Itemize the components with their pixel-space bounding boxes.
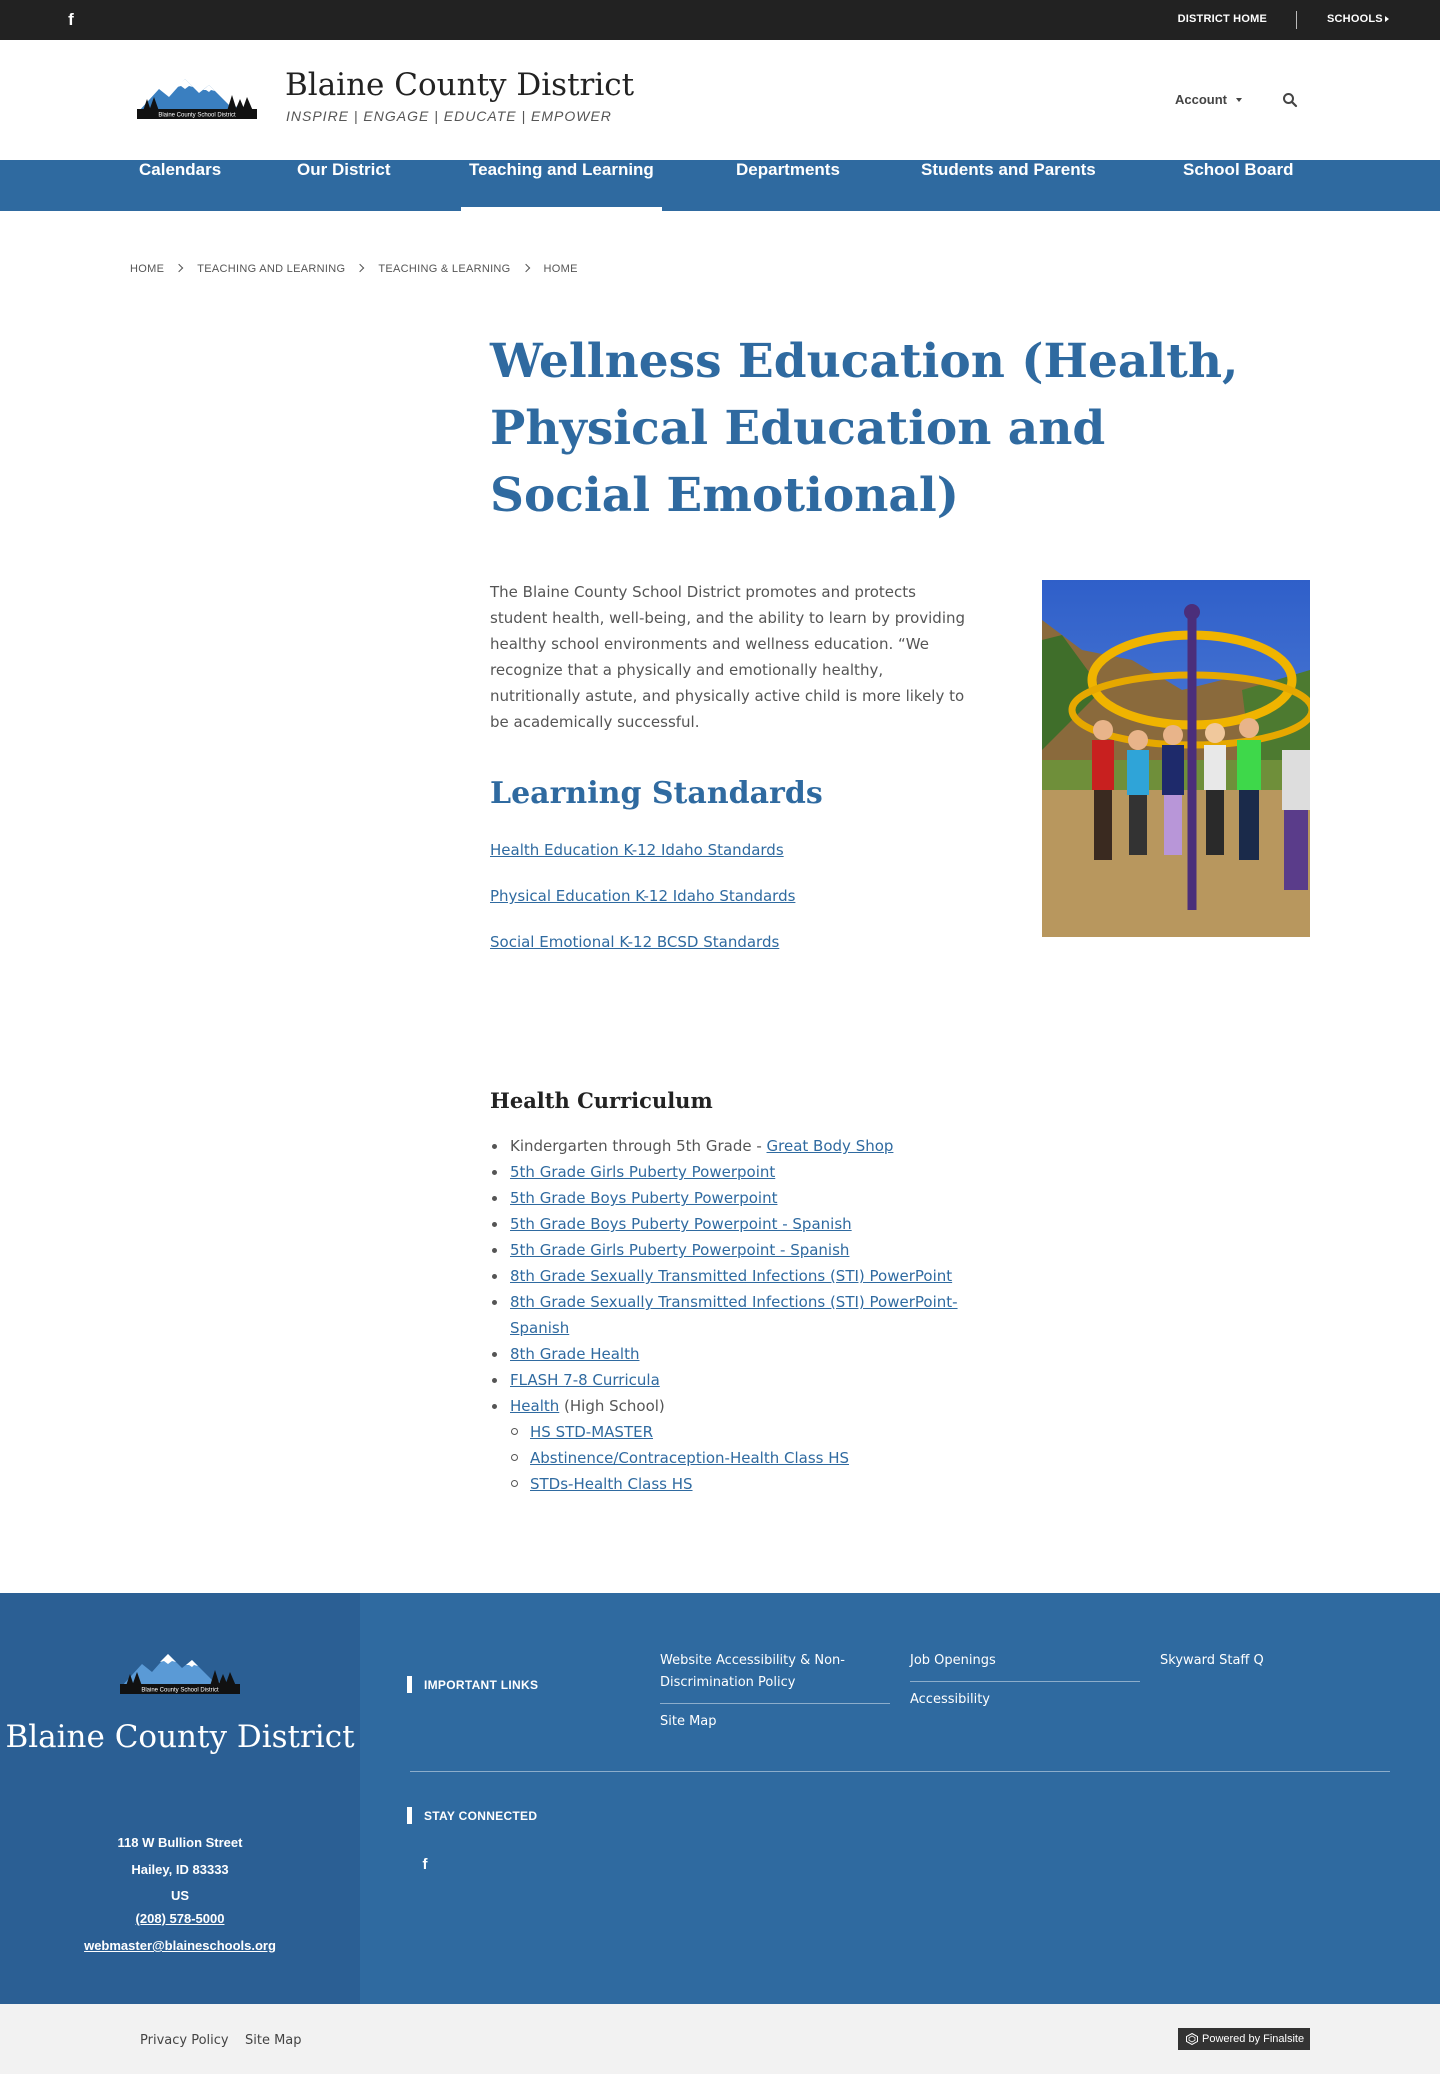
curriculum-link[interactable]: Abstinence/Contraception-Health Class HS <box>530 1449 850 1467</box>
health-curriculum-list <box>490 1133 1010 1497</box>
footer-link-site-map[interactable]: Site Map <box>660 1714 717 1729</box>
intro-paragraph: The Blaine County School District promotes and protects student health, well-being, and the ability to learn by providing healthy school environments and wellness education. “We recognize that a physically and emotionally healthy, nutritionally astute, and physically active child is more likely to be academically successful. <box>490 583 966 731</box>
list-item <box>490 1341 1010 1367</box>
hs-suffix: (High School) <box>559 1397 665 1415</box>
schools-menu[interactable]: SCHOOLS <box>1327 13 1383 25</box>
list-item <box>490 1263 1010 1289</box>
caret-down-icon <box>1236 98 1242 102</box>
social-emotional-standards-link[interactable]: Social Emotional K-12 BCSD Standards <box>490 933 780 951</box>
breadcrumb-home[interactable]: HOME <box>130 263 165 275</box>
k5-prefix: Kindergarten through 5th Grade - <box>510 1137 767 1155</box>
chevron-right-icon <box>521 264 529 272</box>
search-icon[interactable] <box>1282 92 1298 108</box>
site-tagline: INSPIRE | ENGAGE | EDUCATE | EMPOWER <box>286 108 612 124</box>
nav-item-teaching-and-learning[interactable]: Teaching and Learning <box>469 160 654 211</box>
nav-item-our-district[interactable]: Our District <box>297 160 391 179</box>
footer-divider <box>410 1771 1390 1772</box>
powered-by-text: Powered by Finalsite <box>1202 2033 1305 2045</box>
pe-standards-link[interactable]: Physical Education K-12 Idaho Standards <box>490 887 796 905</box>
hs-sublist <box>510 1419 1010 1497</box>
curriculum-link[interactable]: STDs-Health Class HS <box>530 1475 693 1493</box>
breadcrumb-teaching-and-learning[interactable]: TEACHING AND LEARNING <box>197 263 346 275</box>
curriculum-link[interactable]: 8th Grade Sexually Transmitted Infections (STI) PowerPoint-Spanish <box>510 1293 958 1337</box>
health-curriculum-heading: Health Curriculum <box>490 1088 713 1113</box>
list-item <box>490 1393 1010 1497</box>
site-map-link[interactable]: Site Map <box>245 2033 302 2048</box>
list-item <box>490 1237 1010 1263</box>
chevron-right-icon <box>175 264 183 272</box>
curriculum-link[interactable]: 5th Grade Girls Puberty Powerpoint - Spanish <box>510 1241 850 1259</box>
site-footer <box>0 1593 1440 2004</box>
important-links-label: IMPORTANT LINKS <box>407 1678 538 1692</box>
district-logo[interactable] <box>137 75 257 121</box>
phone-link[interactable]: (208) 578-5000 <box>135 1911 225 1926</box>
nav-item-students-and-parents[interactable]: Students and Parents <box>921 160 1096 179</box>
learning-standards-heading: Learning Standards <box>490 776 823 811</box>
footer-logo-text: Blaine County School District <box>141 1687 219 1694</box>
great-body-shop-link[interactable]: Great Body Shop <box>766 1137 894 1155</box>
utility-divider <box>1296 11 1297 29</box>
nav-item-departments[interactable]: Departments <box>736 160 840 179</box>
divider <box>660 1703 890 1704</box>
footer-logo[interactable] <box>120 1650 240 1696</box>
account-menu[interactable]: Account <box>1175 92 1227 107</box>
health-standards-link[interactable]: Health Education K-12 Idaho Standards <box>490 841 784 859</box>
site-title[interactable]: Blaine County District <box>285 67 635 103</box>
finalsite-icon <box>1186 2033 1198 2045</box>
footer-title: Blaine County District <box>5 1719 355 1755</box>
facebook-icon[interactable]: f <box>68 10 74 29</box>
breadcrumb-current: HOME <box>543 263 578 275</box>
list-item <box>490 1367 1010 1393</box>
curriculum-link[interactable]: 5th Grade Boys Puberty Powerpoint - Spanish <box>510 1215 852 1233</box>
breadcrumb-teaching-learning[interactable]: TEACHING & LEARNING <box>378 263 511 275</box>
list-item <box>490 1211 1010 1237</box>
address-street: 118 W Bullion Street <box>117 1835 243 1850</box>
breadcrumb <box>130 263 578 275</box>
powered-by-finalsite-badge[interactable] <box>1178 2028 1310 2050</box>
footer-link-skyward[interactable]: Skyward Staff Q <box>1160 1653 1264 1668</box>
list-item <box>510 1471 1010 1497</box>
caret-right-icon <box>1385 16 1389 22</box>
facebook-icon[interactable]: f <box>422 1856 428 1873</box>
list-item <box>490 1159 1010 1185</box>
email-link[interactable]: webmaster@blaineschools.org <box>84 1938 276 1953</box>
list-item <box>510 1445 1010 1471</box>
footer-link-job-openings[interactable]: Job Openings <box>910 1653 996 1668</box>
curriculum-link[interactable]: 8th Grade Health <box>510 1345 640 1363</box>
playground-photo <box>1042 580 1310 937</box>
footer-link-accessibility[interactable]: Accessibility <box>910 1692 990 1707</box>
hs-health-link[interactable]: Health <box>510 1397 560 1415</box>
curriculum-link[interactable]: HS STD-MASTER <box>530 1423 654 1441</box>
curriculum-link[interactable]: 5th Grade Boys Puberty Powerpoint <box>510 1189 778 1207</box>
list-item <box>490 1185 1010 1211</box>
footer-contact <box>0 1593 360 2004</box>
curriculum-link[interactable]: FLASH 7-8 Curricula <box>510 1371 660 1389</box>
bottom-bar <box>0 2004 1440 2074</box>
divider <box>910 1681 1140 1682</box>
list-item <box>490 1133 1010 1159</box>
nav-item-school-board[interactable]: School Board <box>1183 160 1294 179</box>
stay-connected-label: STAY CONNECTED <box>407 1809 537 1823</box>
nav-item-calendars[interactable]: Calendars <box>139 160 222 179</box>
privacy-policy-link[interactable]: Privacy Policy <box>140 2033 229 2048</box>
utility-bar <box>0 0 1440 40</box>
list-item <box>510 1419 1010 1445</box>
list-item <box>490 1289 1010 1341</box>
site-header <box>0 40 1440 160</box>
curriculum-link[interactable]: 5th Grade Girls Puberty Powerpoint <box>510 1163 776 1181</box>
logo-text: Blaine County School District <box>158 112 236 119</box>
main-nav <box>0 160 1440 211</box>
footer-link-accessibility-policy[interactable]: Website Accessibility & Non-Discrimination Policy <box>660 1653 845 1690</box>
address-country: US <box>170 1888 190 1903</box>
district-home-link[interactable]: DISTRICT HOME <box>1177 13 1267 25</box>
address-city: Hailey, ID 83333 <box>131 1862 229 1877</box>
page-title: Wellness Education (Health, Physical Education and Social Emotional) <box>490 334 1239 523</box>
chevron-right-icon <box>356 264 364 272</box>
curriculum-link[interactable]: 8th Grade Sexually Transmitted Infections (STI) PowerPoint <box>510 1267 953 1285</box>
